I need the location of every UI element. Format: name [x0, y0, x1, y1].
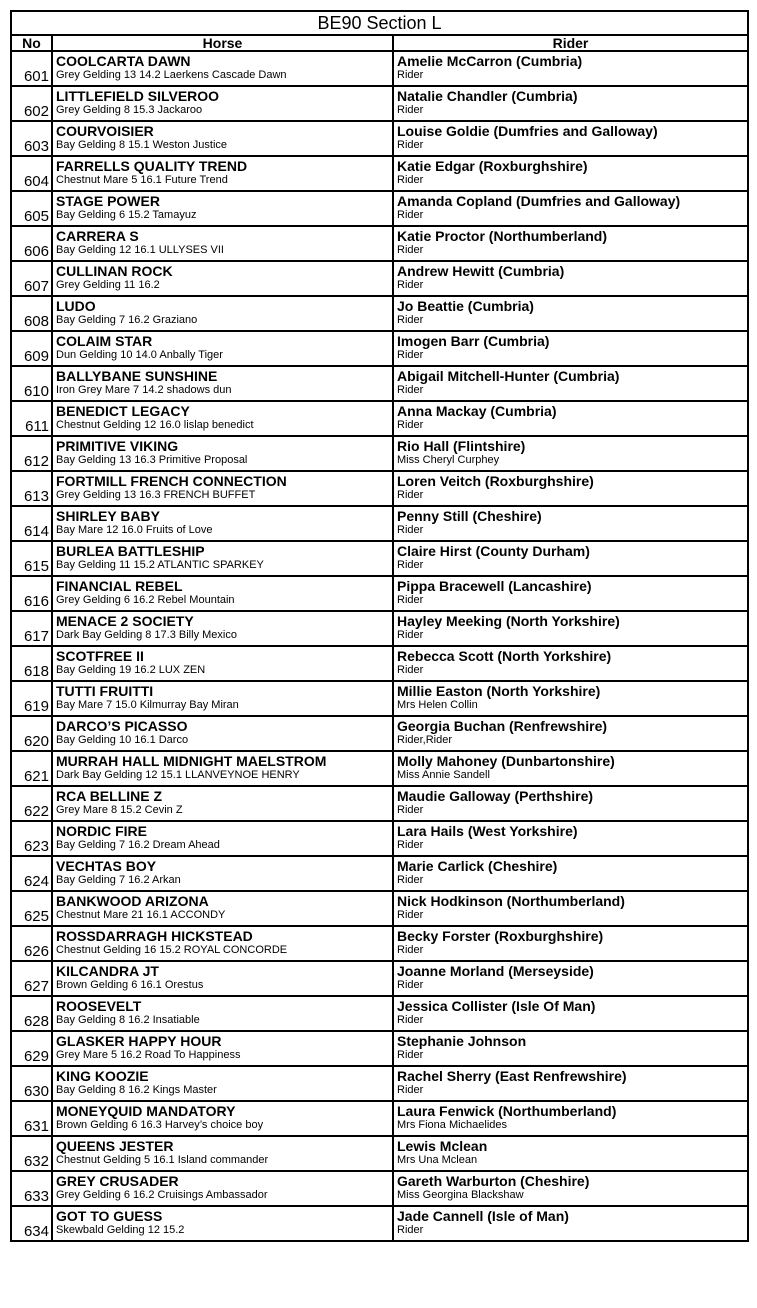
horse-name: VECHTAS BOY [56, 858, 157, 874]
rider-name: Jade Cannell (Isle of Man) [397, 1208, 569, 1224]
horse-cell [52, 1171, 393, 1206]
horse-cell [52, 156, 393, 191]
horse-description: Bay Gelding 10 16.1 Darco [56, 734, 189, 746]
horse-name: SCOTFREE II [56, 648, 144, 664]
horse-description: Bay Gelding 8 15.1 Weston Justice [56, 139, 228, 151]
rider-cell [393, 681, 748, 716]
rider-name: Marie Carlick (Cheshire) [397, 858, 558, 874]
rider-cell [393, 1171, 748, 1206]
rider-owner: Rider [397, 1049, 424, 1061]
rider-name: Millie Easton (North Yorkshire) [397, 683, 601, 699]
horse-cell [52, 1101, 393, 1136]
rider-owner: Rider [397, 279, 424, 291]
horse-name: BURLEA BATTLESHIP [56, 543, 205, 559]
horse-name: FINANCIAL REBEL [56, 578, 183, 594]
table-row [11, 681, 748, 716]
rider-name: Pippa Bracewell (Lancashire) [397, 578, 592, 594]
horse-cell [52, 51, 393, 86]
table-row [11, 821, 748, 856]
horse-description: Grey Mare 8 15.2 Cevin Z [56, 804, 183, 816]
rider-name: Stephanie Johnson [397, 1033, 527, 1049]
horse-name: LITTLEFIELD SILVEROO [56, 88, 220, 104]
rider-cell [393, 156, 748, 191]
horse-name: QUEENS JESTER [56, 1138, 174, 1154]
table-row [11, 156, 748, 191]
rider-cell [393, 1206, 748, 1241]
rider-owner: Rider [397, 839, 424, 851]
horse-cell [52, 646, 393, 681]
table-row [11, 1101, 748, 1136]
rider-cell [393, 961, 748, 996]
horse-name: NORDIC FIRE [56, 823, 147, 839]
rider-cell [393, 926, 748, 961]
entry-number: 617 [11, 611, 52, 646]
entry-number: 607 [11, 261, 52, 296]
table-row [11, 401, 748, 436]
rider-owner: Mrs Helen Collin [397, 699, 478, 711]
entry-number: 621 [11, 751, 52, 786]
entry-number: 611 [11, 401, 52, 436]
table-row [11, 751, 748, 786]
rider-cell [393, 1031, 748, 1066]
horse-description: Bay Gelding 7 16.2 Graziano [56, 314, 198, 326]
table-row [11, 226, 748, 261]
horse-name: STAGE POWER [56, 193, 160, 209]
rider-owner: Miss Annie Sandell [397, 769, 490, 781]
rider-owner: Rider [397, 419, 424, 431]
table-row [11, 996, 748, 1031]
horse-description: Bay Gelding 12 16.1 ULLYSES VII [56, 244, 224, 256]
horse-name: BENEDICT LEGACY [56, 403, 190, 419]
horse-name: KILCANDRA JT [56, 963, 159, 979]
horse-description: Grey Gelding 11 16.2 [56, 279, 160, 291]
horse-name: CARRERA S [56, 228, 139, 244]
rider-owner: Rider [397, 314, 424, 326]
entry-number: 629 [11, 1031, 52, 1066]
entry-number: 634 [11, 1206, 52, 1241]
rider-owner: Rider [397, 174, 424, 186]
horse-cell [52, 576, 393, 611]
horse-name: BANKWOOD ARIZONA [56, 893, 209, 909]
rider-name: Lewis Mclean [397, 1138, 488, 1154]
rider-name: Rachel Sherry (East Renfrewshire) [397, 1068, 627, 1084]
entry-number: 627 [11, 961, 52, 996]
rider-owner: Rider [397, 874, 424, 886]
rider-cell [393, 471, 748, 506]
horse-description: Chestnut Gelding 5 16.1 Island commander [56, 1154, 269, 1166]
horse-description: Bay Gelding 7 16.2 Arkan [56, 874, 181, 886]
rider-name: Andrew Hewitt (Cumbria) [397, 263, 565, 279]
entry-list-sheet [10, 10, 747, 1242]
horse-name: COURVOISIER [56, 123, 154, 139]
rider-name: Jessica Collister (Isle Of Man) [397, 998, 596, 1014]
horse-description: Bay Gelding 19 16.2 LUX ZEN [56, 664, 206, 676]
entry-number: 630 [11, 1066, 52, 1101]
horse-description: Chestnut Mare 5 16.1 Future Trend [56, 174, 228, 186]
rider-name: Rebecca Scott (North Yorkshire) [397, 648, 612, 664]
horse-name: DARCO’S PICASSO [56, 718, 188, 734]
table-row [11, 121, 748, 156]
rider-name: Joanne Morland (Merseyside) [397, 963, 594, 979]
rider-cell [393, 716, 748, 751]
rider-owner: Rider [397, 664, 424, 676]
rider-cell [393, 1101, 748, 1136]
entry-number: 623 [11, 821, 52, 856]
rider-name: Louise Goldie (Dumfries and Galloway) [397, 123, 658, 139]
horse-cell [52, 1206, 393, 1241]
horse-cell [52, 961, 393, 996]
rider-owner: Rider [397, 139, 424, 151]
rider-cell [393, 331, 748, 366]
rider-cell [393, 436, 748, 471]
rider-owner: Rider [397, 104, 424, 116]
entry-number: 610 [11, 366, 52, 401]
horse-name: SHIRLEY BABY [56, 508, 160, 524]
entry-number: 604 [11, 156, 52, 191]
horse-cell [52, 751, 393, 786]
table-row [11, 1206, 748, 1241]
section-title: BE90 Section L [11, 11, 748, 35]
rider-cell [393, 786, 748, 821]
rider-owner: Rider [397, 69, 424, 81]
table-row [11, 1066, 748, 1101]
entry-number: 628 [11, 996, 52, 1031]
rider-name: Amelie McCarron (Cumbria) [397, 53, 583, 69]
table-row [11, 506, 748, 541]
rider-cell [393, 751, 748, 786]
rider-cell [393, 296, 748, 331]
horse-description: Grey Gelding 6 16.2 Cruisings Ambassador [56, 1189, 268, 1201]
rider-owner: Rider [397, 1014, 424, 1026]
table-row [11, 961, 748, 996]
horse-cell [52, 1031, 393, 1066]
entry-number: 616 [11, 576, 52, 611]
horse-cell [52, 996, 393, 1031]
entry-number: 620 [11, 716, 52, 751]
horse-cell [52, 891, 393, 926]
horse-cell [52, 436, 393, 471]
column-header-no: No [11, 35, 52, 51]
horse-cell [52, 401, 393, 436]
horse-description: Skewbald Gelding 12 15.2 [56, 1224, 185, 1236]
horse-name: FORTMILL FRENCH CONNECTION [56, 473, 287, 489]
horse-cell [52, 506, 393, 541]
horse-cell [52, 716, 393, 751]
horse-description: Grey Gelding 6 16.2 Rebel Mountain [56, 594, 235, 606]
rider-owner: Rider [397, 349, 424, 361]
horse-cell [52, 1136, 393, 1171]
table-row [11, 1171, 748, 1206]
horse-description: Dark Bay Gelding 12 15.1 LLANVEYNOE HENRY [56, 769, 300, 781]
header-row [11, 35, 748, 51]
horse-description: Dark Bay Gelding 8 17.3 Billy Mexico [56, 629, 237, 641]
rider-name: Lara Hails (West Yorkshire) [397, 823, 578, 839]
table-row [11, 891, 748, 926]
rider-owner: Rider [397, 559, 424, 571]
rider-cell [393, 261, 748, 296]
rider-cell [393, 401, 748, 436]
horse-name: GOT TO GUESS [56, 1208, 163, 1224]
horse-name: GREY CRUSADER [56, 1173, 179, 1189]
rider-cell [393, 611, 748, 646]
rider-cell [393, 996, 748, 1031]
entry-number: 602 [11, 86, 52, 121]
table-row [11, 86, 748, 121]
rider-cell [393, 891, 748, 926]
entry-number: 626 [11, 926, 52, 961]
table-row [11, 331, 748, 366]
horse-cell [52, 1066, 393, 1101]
entry-number: 619 [11, 681, 52, 716]
rider-name: Georgia Buchan (Renfrewshire) [397, 718, 608, 734]
horse-name: MENACE 2 SOCIETY [56, 613, 194, 629]
horse-description: Bay Gelding 8 16.2 Kings Master [56, 1084, 217, 1096]
horse-cell [52, 86, 393, 121]
rider-cell [393, 86, 748, 121]
horse-cell [52, 926, 393, 961]
horse-name: ROOSEVELT [56, 998, 142, 1014]
rider-owner: Rider [397, 384, 424, 396]
table-row [11, 646, 748, 681]
table-row [11, 611, 748, 646]
title-row [11, 11, 748, 35]
rider-cell [393, 191, 748, 226]
table-row [11, 471, 748, 506]
horse-name: BALLYBANE SUNSHINE [56, 368, 218, 384]
horse-description: Brown Gelding 6 16.1 Orestus [56, 979, 204, 991]
rider-owner: Rider [397, 1084, 424, 1096]
table-row [11, 716, 748, 751]
horse-description: Bay Mare 7 15.0 Kilmurray Bay Miran [56, 699, 239, 711]
entry-number: 606 [11, 226, 52, 261]
rider-name: Imogen Barr (Cumbria) [397, 333, 550, 349]
horse-cell [52, 191, 393, 226]
horse-description: Dun Gelding 10 14.0 Anbally Tiger [56, 349, 223, 361]
rider-name: Gareth Warburton (Cheshire) [397, 1173, 590, 1189]
rider-name: Jo Beattie (Cumbria) [397, 298, 534, 314]
horse-cell [52, 261, 393, 296]
horse-cell [52, 856, 393, 891]
rider-cell [393, 856, 748, 891]
rider-cell [393, 541, 748, 576]
entry-number: 613 [11, 471, 52, 506]
rider-name: Becky Forster (Roxburghshire) [397, 928, 604, 944]
horse-cell [52, 366, 393, 401]
horse-description: Chestnut Gelding 12 16.0 lislap benedict [56, 419, 254, 431]
rider-cell [393, 226, 748, 261]
horse-cell [52, 226, 393, 261]
table-row [11, 786, 748, 821]
table-row [11, 926, 748, 961]
table-row [11, 51, 748, 86]
column-header-rider: Rider [393, 35, 748, 51]
rider-name: Claire Hirst (County Durham) [397, 543, 590, 559]
rider-owner: Rider [397, 524, 424, 536]
table-row [11, 856, 748, 891]
horse-name: RCA BELLINE Z [56, 788, 163, 804]
rider-owner: Rider,Rider [397, 734, 453, 746]
horse-description: Bay Gelding 7 16.2 Dream Ahead [56, 839, 220, 851]
entry-number: 608 [11, 296, 52, 331]
entry-number: 609 [11, 331, 52, 366]
entries-table [10, 10, 749, 1242]
entry-number: 605 [11, 191, 52, 226]
horse-cell [52, 681, 393, 716]
rider-owner: Rider [397, 489, 424, 501]
rider-name: Molly Mahoney (Dunbartonshire) [397, 753, 615, 769]
horse-description: Bay Gelding 11 15.2 ATLANTIC SPARKEY [56, 559, 264, 571]
rider-cell [393, 821, 748, 856]
horse-description: Chestnut Mare 21 16.1 ACCONDY [56, 909, 226, 921]
horse-name: CULLINAN ROCK [56, 263, 173, 279]
entry-number: 615 [11, 541, 52, 576]
horse-description: Bay Mare 12 16.0 Fruits of Love [56, 524, 213, 536]
rider-name: Natalie Chandler (Cumbria) [397, 88, 578, 104]
rider-name: Hayley Meeking (North Yorkshire) [397, 613, 620, 629]
horse-name: KING KOOZIE [56, 1068, 149, 1084]
table-row [11, 366, 748, 401]
entry-number: 603 [11, 121, 52, 156]
horse-name: FARRELLS QUALITY TREND [56, 158, 248, 174]
rider-name: Katie Proctor (Northumberland) [397, 228, 608, 244]
horse-name: COLAIM STAR [56, 333, 153, 349]
table-row [11, 436, 748, 471]
rider-owner: Rider [397, 594, 424, 606]
entry-number: 614 [11, 506, 52, 541]
rider-cell [393, 121, 748, 156]
rider-owner: Rider [397, 244, 424, 256]
entry-number: 612 [11, 436, 52, 471]
horse-name: ROSSDARRAGH HICKSTEAD [56, 928, 253, 944]
table-row [11, 261, 748, 296]
rider-owner: Miss Cheryl Curphey [397, 454, 500, 466]
rider-name: Penny Still (Cheshire) [397, 508, 542, 524]
entry-number: 632 [11, 1136, 52, 1171]
table-row [11, 296, 748, 331]
rider-name: Loren Veitch (Roxburghshire) [397, 473, 594, 489]
horse-cell [52, 786, 393, 821]
horse-description: Brown Gelding 6 16.3 Harvey’s choice boy [56, 1119, 264, 1131]
rider-cell [393, 51, 748, 86]
entry-number: 631 [11, 1101, 52, 1136]
horse-cell [52, 471, 393, 506]
rider-owner: Rider [397, 909, 424, 921]
rider-owner: Mrs Una Mclean [397, 1154, 478, 1166]
rider-name: Amanda Copland (Dumfries and Galloway) [397, 193, 681, 209]
horse-description: Bay Gelding 6 15.2 Tamayuz [56, 209, 197, 221]
rider-owner: Rider [397, 804, 424, 816]
horse-description: Iron Grey Mare 7 14.2 shadows dun [56, 384, 232, 396]
rider-name: Rio Hall (Flintshire) [397, 438, 526, 454]
rider-name: Katie Edgar (Roxburghshire) [397, 158, 588, 174]
table-row [11, 576, 748, 611]
horse-name: GLASKER HAPPY HOUR [56, 1033, 222, 1049]
horse-description: Bay Gelding 8 16.2 Insatiable [56, 1014, 200, 1026]
horse-name: MURRAH HALL MIDNIGHT MAELSTROM [56, 753, 327, 769]
rider-owner: Rider [397, 944, 424, 956]
entry-number: 633 [11, 1171, 52, 1206]
horse-name: LUDO [56, 298, 96, 314]
entries-body [11, 51, 748, 1241]
column-header-horse: Horse [52, 35, 393, 51]
horse-cell [52, 331, 393, 366]
rider-owner: Rider [397, 1224, 424, 1236]
horse-description: Bay Gelding 13 16.3 Primitive Proposal [56, 454, 248, 466]
rider-name: Maudie Galloway (Perthshire) [397, 788, 594, 804]
rider-cell [393, 1066, 748, 1101]
entry-number: 625 [11, 891, 52, 926]
rider-cell [393, 506, 748, 541]
rider-cell [393, 646, 748, 681]
horse-description: Grey Gelding 13 14.2 Laerkens Cascade Dawn [56, 69, 287, 81]
horse-cell [52, 121, 393, 156]
horse-name: PRIMITIVE VIKING [56, 438, 179, 454]
table-row [11, 1136, 748, 1171]
horse-description: Chestnut Gelding 16 15.2 ROYAL CONCORDE [56, 944, 288, 956]
rider-owner: Rider [397, 209, 424, 221]
horse-cell [52, 541, 393, 576]
horse-name: TUTTI FRUITTI [56, 683, 154, 699]
horse-cell [52, 821, 393, 856]
entry-number: 618 [11, 646, 52, 681]
table-row [11, 541, 748, 576]
horse-description: Grey Mare 5 16.2 Road To Happiness [56, 1049, 241, 1061]
horse-description: Grey Gelding 8 15.3 Jackaroo [56, 104, 203, 116]
horse-name: MONEYQUID MANDATORY [56, 1103, 236, 1119]
entry-number: 624 [11, 856, 52, 891]
table-row [11, 191, 748, 226]
rider-cell [393, 576, 748, 611]
horse-cell [52, 296, 393, 331]
rider-cell [393, 366, 748, 401]
rider-name: Laura Fenwick (Northumberland) [397, 1103, 617, 1119]
horse-description: Grey Gelding 13 16.3 FRENCH BUFFET [56, 489, 256, 501]
entry-number: 622 [11, 786, 52, 821]
entry-number: 601 [11, 51, 52, 86]
rider-name: Abigail Mitchell-Hunter (Cumbria) [397, 368, 620, 384]
rider-owner: Rider [397, 629, 424, 641]
rider-name: Nick Hodkinson (Northumberland) [397, 893, 625, 909]
rider-owner: Miss Georgina Blackshaw [397, 1189, 524, 1201]
horse-cell [52, 611, 393, 646]
table-row [11, 1031, 748, 1066]
rider-cell [393, 1136, 748, 1171]
rider-name: Anna Mackay (Cumbria) [397, 403, 557, 419]
horse-name: COOLCARTA DAWN [56, 53, 191, 69]
rider-owner: Rider [397, 979, 424, 991]
rider-owner: Mrs Fiona Michaelides [397, 1119, 508, 1131]
